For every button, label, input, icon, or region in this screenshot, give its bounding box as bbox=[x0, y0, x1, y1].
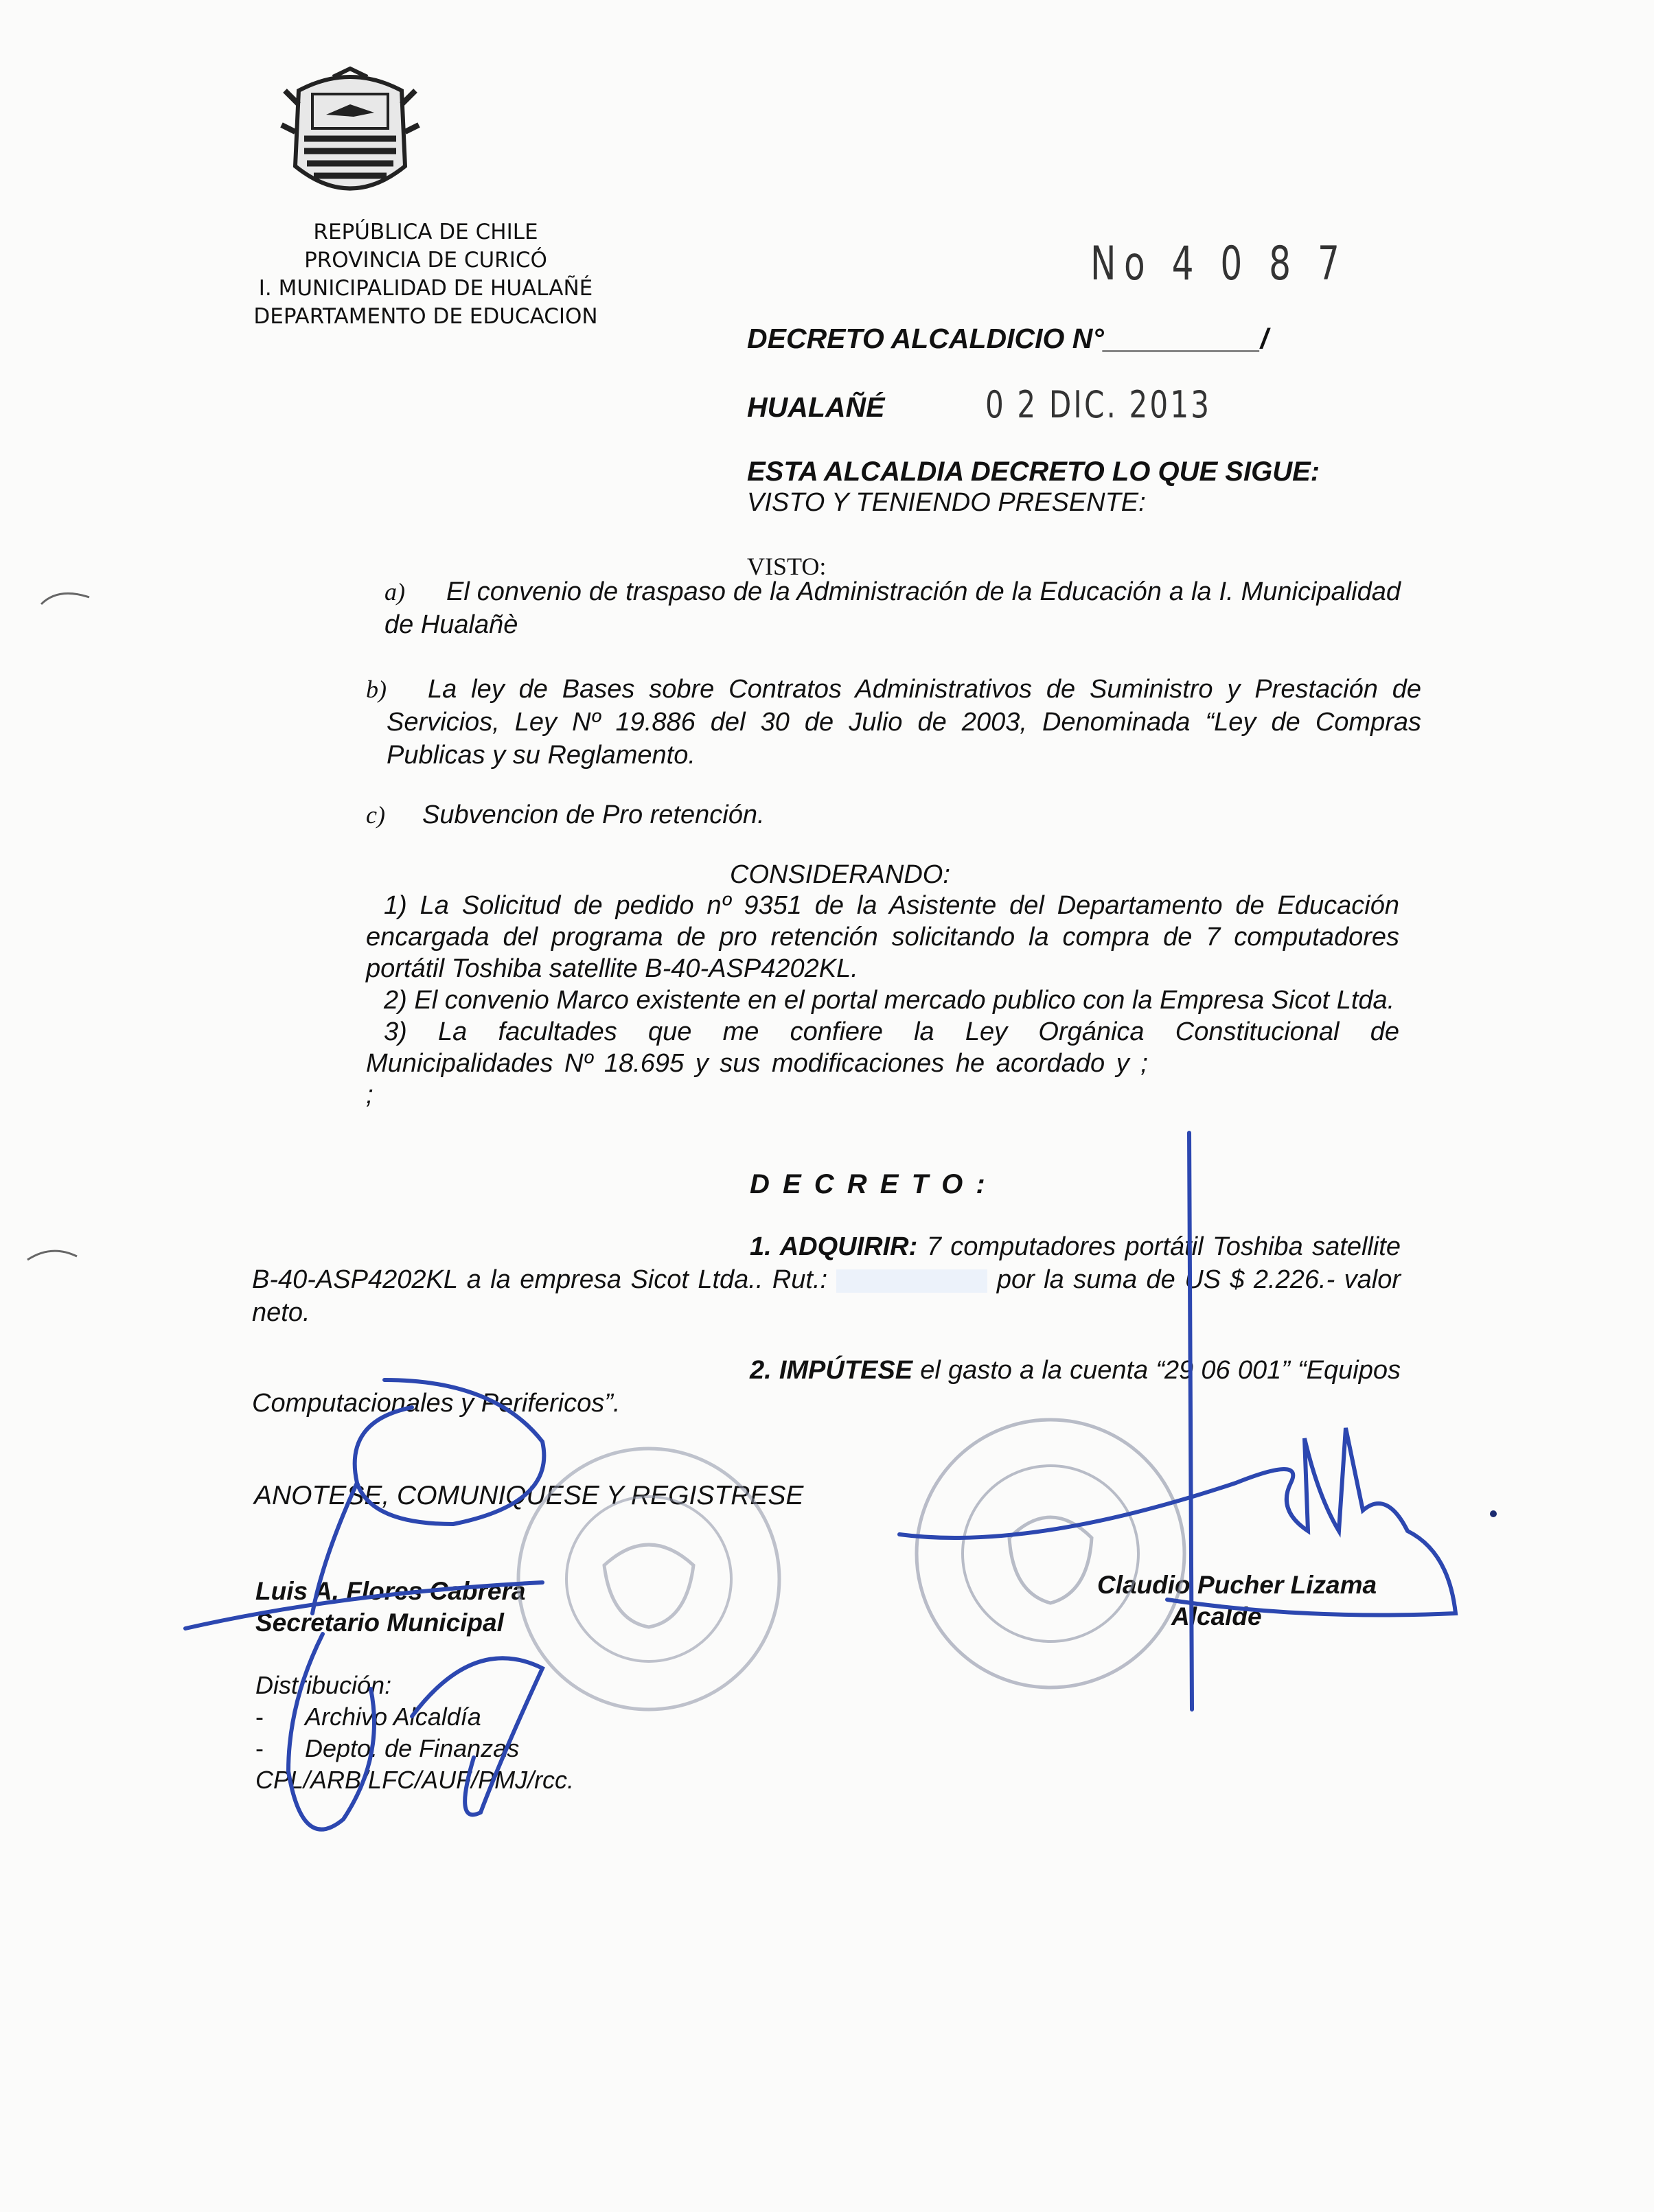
coat-of-arms-logo bbox=[271, 63, 429, 214]
considerando-item-3: 3) La facultades que me confiere la Ley Orgánica Constitucional de Municipalidades Nº 18.695 y sus modificaciones he acordado y ; bbox=[366, 1017, 1399, 1078]
distribution-item-1: Archivo Alcaldía bbox=[305, 1703, 481, 1731]
visto-marker-b: b) bbox=[366, 676, 387, 703]
decreto-item-1-label: 1. ADQUIRIR: bbox=[750, 1232, 918, 1261]
punch-mark-icon bbox=[41, 593, 89, 604]
considerando-item-2: 2) El convenio Marco existente en el portal mercado publico con la Empresa Sicot Ltda. bbox=[384, 986, 1395, 1015]
visto-marker-a: a) bbox=[384, 578, 405, 606]
distribution-initials: CPL/ARB/LFC/AUF/PMJ/rcc. bbox=[255, 1766, 575, 1794]
decreto-item-2-text: el gasto a la cuenta “29 06 001” “Equipos Computacionales y Perifericos”. bbox=[252, 1356, 1401, 1418]
decreto-item-2-label: 2. IMPÚTESE bbox=[750, 1356, 913, 1385]
mayor-signature-block bbox=[1097, 1569, 1377, 1633]
distribution-item-2: Depto. de Finanzas bbox=[305, 1734, 520, 1762]
considerando-list bbox=[366, 890, 1399, 1111]
decreto-item-1-text-a: 7 computadores portátil Toshiba satellite B-40-ASP4202KL a la empresa Sicot Ltda.. Rut.: bbox=[252, 1232, 1401, 1294]
decree-title: DECRETO ALCALDICIO N°__________/ bbox=[747, 323, 1269, 354]
punch-mark-icon bbox=[27, 1251, 77, 1260]
considerando-heading: CONSIDERANDO: bbox=[730, 860, 950, 889]
closing-statement: ANOTESE, COMUNIQUESE Y REGISTRESE bbox=[254, 1481, 804, 1510]
decreto-item-1 bbox=[252, 1230, 1401, 1329]
visto-item-b bbox=[366, 673, 1421, 772]
header-line-country: REPÚBLICA DE CHILE bbox=[313, 220, 538, 244]
date-stamp: 0 2 DIC. 2013 bbox=[985, 383, 1212, 426]
distribution-block: Distribución: - Archivo Alcaldía - Depto. de Finanzas CPL/ARB/LFC/AUF/PMJ/rcc. bbox=[255, 1670, 574, 1796]
visto-marker-c: c) bbox=[366, 801, 385, 829]
considerando-item-1: 1) La Solicitud de pedido nº 9351 de la Asistente del Departamento de Educación encargada del programa de pro retención solicitando la compra de 7 computadores portátil Toshiba satellite B-40-ASP4202KL. bbox=[366, 891, 1399, 983]
distribution-heading: Distribución: bbox=[255, 1671, 392, 1699]
header-line-department: DEPARTAMENTO DE EDUCACION bbox=[253, 304, 598, 329]
mayor-seal-stamp bbox=[917, 1420, 1184, 1687]
secretary-signature-block bbox=[255, 1576, 525, 1639]
mayor-name: Claudio Pucher Lizama bbox=[1097, 1571, 1377, 1599]
decree-number-stamp: No 4 0 8 7 bbox=[1090, 237, 1348, 291]
ink-dot-icon bbox=[1490, 1510, 1497, 1517]
place-name: HUALAÑÉ bbox=[747, 391, 885, 423]
considerando-item-4: ; bbox=[366, 1081, 374, 1109]
visto-text-c: Subvencion de Pro retención. bbox=[422, 800, 765, 829]
opening-statement: ESTA ALCALDIA DECRETO LO QUE SIGUE: bbox=[747, 457, 1320, 487]
secretary-name: Luis A. Flores Cabrera bbox=[255, 1577, 526, 1605]
redacted-rut bbox=[836, 1269, 987, 1293]
decreto-heading: D E C R E T O : bbox=[750, 1169, 988, 1199]
decreto-item-2 bbox=[252, 1354, 1401, 1420]
visto-heading: VISTO: bbox=[747, 553, 827, 580]
header-line-province: PROVINCIA DE CURICÓ bbox=[304, 248, 547, 273]
visto-text-b: La ley de Bases sobre Contratos Administrativos de Suministro y Prestación de Servicios, Ley Nº 19.886 del 30 de Julio de 2003, Denominada “Ley de Compras Publicas y su Reglamento. bbox=[387, 675, 1421, 770]
secretary-title: Secretario Municipal bbox=[255, 1609, 504, 1637]
decreto-item-1-text-b: por la suma de US $ 2.226.- valor neto. bbox=[252, 1265, 1401, 1327]
visto-item-c bbox=[366, 798, 1396, 831]
opening-subtitle: VISTO Y TENIENDO PRESENTE: bbox=[747, 488, 1146, 517]
visto-item-a bbox=[384, 575, 1401, 641]
header-line-municipality: I. MUNICIPALIDAD DE HUALAÑÉ bbox=[258, 276, 593, 301]
mayor-title: Alcalde bbox=[1171, 1602, 1262, 1631]
visto-text-a: El convenio de traspaso de la Administración de la Educación a la I. Municipalidad de Hualañè bbox=[384, 577, 1401, 639]
institution-header bbox=[206, 218, 645, 331]
